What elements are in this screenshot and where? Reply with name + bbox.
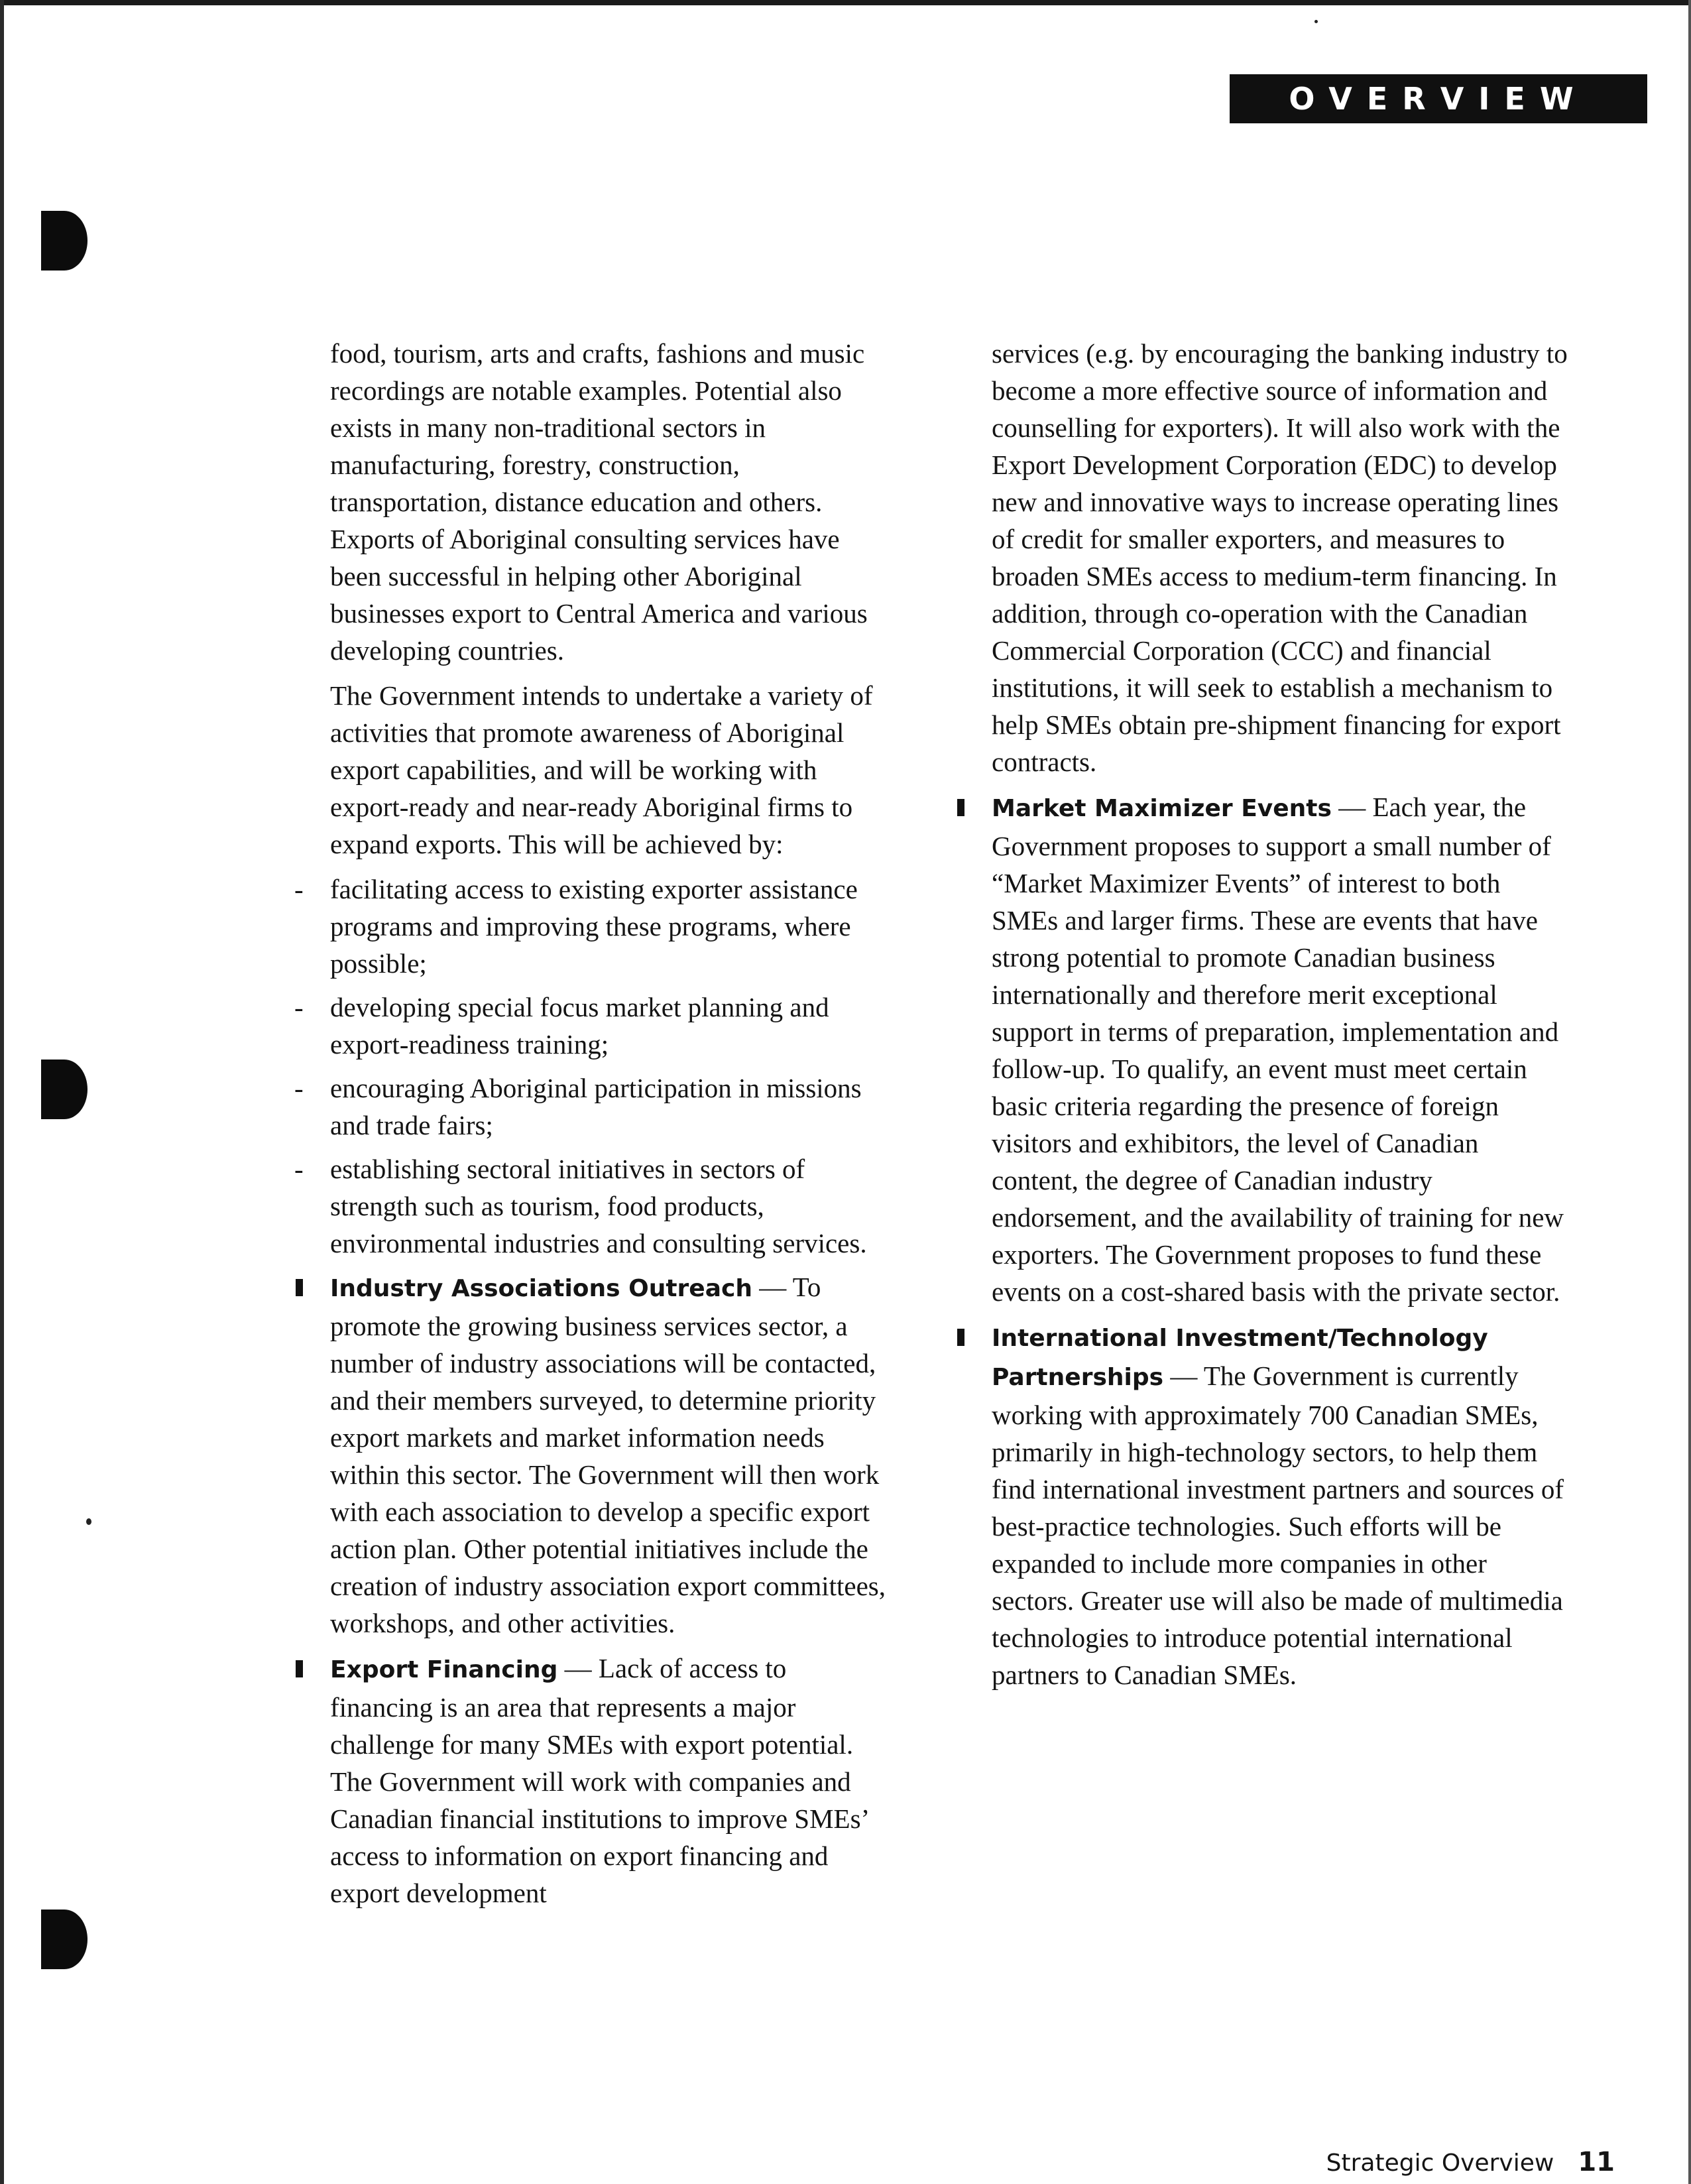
em-dash-separator: —: [1331, 792, 1373, 822]
dash-item-text: facilitating access to existing exporter assistance programs and improving these programs, where possible;: [330, 874, 858, 979]
dash-marker: -: [294, 1154, 304, 1184]
dash-list-item: [294, 989, 894, 1063]
intro-paragraph: food, tourism, arts and crafts, fashions and music recordings are notable examples. Potential also exists in many non-traditional sectors in manufacturing, forestry, construction, transportation, distance education and others. Exports of Aboriginal consulting services have been successful in helping other Aboriginal businesses export to Central America and various developing countries.: [330, 338, 868, 666]
bullet-marker: [296, 1279, 303, 1296]
export-financing-text: Lack of access to financing is an area that represents a major challenge for many SMEs with export potential. The Government will work with companies and Canadian financial institutions to improve SMEs’ access to information on export financing and export development: [330, 1653, 868, 1908]
investment-partnerships-item: [992, 1318, 1568, 1693]
bullet-marker: [957, 1329, 964, 1346]
bullet-marker: [957, 799, 964, 816]
scan-edge-left: [0, 0, 4, 2184]
government-paragraph: The Government intends to undertake a variety of activities that promote awareness of Aboriginal export capabilities, and will be working with export-ready and near-ready Aboriginal firms to expand exports. This will be achieved by:: [330, 680, 873, 859]
em-dash-separator: —: [1163, 1361, 1204, 1391]
industry-associations-item: [330, 1268, 894, 1642]
section-label: OVERVIEW: [1289, 81, 1588, 117]
scan-speck: [1314, 20, 1318, 23]
dash-marker: -: [294, 992, 304, 1022]
scan-edge-right: [1688, 0, 1691, 2184]
export-financing-heading: Export Financing: [330, 1656, 558, 1683]
binder-punch-hole: [41, 211, 87, 271]
investment-partnerships-text: The Government is currently working with approximately 700 Canadian SMEs, primarily in high-technology sectors, to help them find international investment partners and sources of best-practice technologies. Such efforts will be expanded to include more companies in other sectors. Greater use will also be made of multimedia technologies to introduce potential international partners to Canadian SMEs.: [992, 1361, 1564, 1690]
em-dash-separator: —: [752, 1272, 793, 1302]
dash-list-item: [294, 871, 894, 982]
market-maximizer-text: Each year, the Government proposes to support a small number of “Market Maximizer Events” of interest to both SMEs and larger firms. These are events that have strong potential to promote Canadian business internationally and therefore merit exceptional support in terms of preparation, implementation and follow-up. To qualify, an event must meet certain basic criteria regarding the presence of foreign visitors and exhibitors, the level of Canadian content, the degree of Canadian industry endorsement, and the availability of training for new exporters. The Government proposes to fund these events on a cost-shared basis with the private sector.: [992, 792, 1564, 1307]
dash-list-item: [294, 1069, 894, 1144]
right-column: [992, 335, 1568, 1701]
dash-item-text: establishing sectoral initiatives in sectors of strength such as tourism, food products, environmental industries and consulting services.: [330, 1154, 867, 1258]
market-maximizer-item: [992, 788, 1568, 1310]
bullet-marker: [296, 1660, 303, 1677]
binder-punch-hole: [41, 1060, 87, 1119]
scan-edge-top: [0, 0, 1691, 5]
industry-associations-heading: Industry Associations Outreach: [330, 1275, 752, 1302]
dash-marker: -: [294, 1073, 304, 1103]
page-footer: [1326, 2147, 1615, 2177]
em-dash-separator: —: [557, 1653, 599, 1683]
page-number: 11: [1578, 2147, 1615, 2177]
dash-item-text: developing special focus market planning and export-readiness training;: [330, 992, 829, 1060]
continued-paragraph: services (e.g. by encouraging the banking industry to become a more effective source of information and counselling for exporters). It will also work with the Export Development Corporation (EDC) to develop new and innovative ways to increase operating lines of credit for smaller exporters, and measures to broaden SMEs access to medium-term financing. In addition, through co-operation with the Canadian Commercial Corporation (CCC) and financial institutions, it will seek to establish a mechanism to help SMEs obtain pre-shipment financing for export contracts.: [992, 338, 1568, 777]
binder-punch-hole: [41, 1910, 87, 1969]
left-column: [294, 335, 894, 1919]
dash-item-text: encouraging Aboriginal participation in missions and trade fairs;: [330, 1073, 862, 1140]
dash-marker: -: [294, 874, 304, 904]
export-financing-item: [330, 1650, 894, 1911]
section-header-band: [1230, 74, 1647, 123]
dash-list-item: [294, 1150, 894, 1262]
market-maximizer-heading: Market Maximizer Events: [992, 795, 1332, 822]
scan-speck: [86, 1518, 91, 1525]
investment-partnerships-heading: International Investment/Technology Partnerships: [992, 1325, 1488, 1391]
footer-title: Strategic Overview: [1326, 2150, 1554, 2177]
industry-associations-text: To promote the growing business services sector, a number of industry associations will be contacted, and their members surveyed, to determine priority export markets and market information needs within this sector. The Government will then work with each association to develop a specific export action plan. Other potential initiatives include the creation of industry association export committees, workshops, and other activities.: [330, 1272, 886, 1638]
